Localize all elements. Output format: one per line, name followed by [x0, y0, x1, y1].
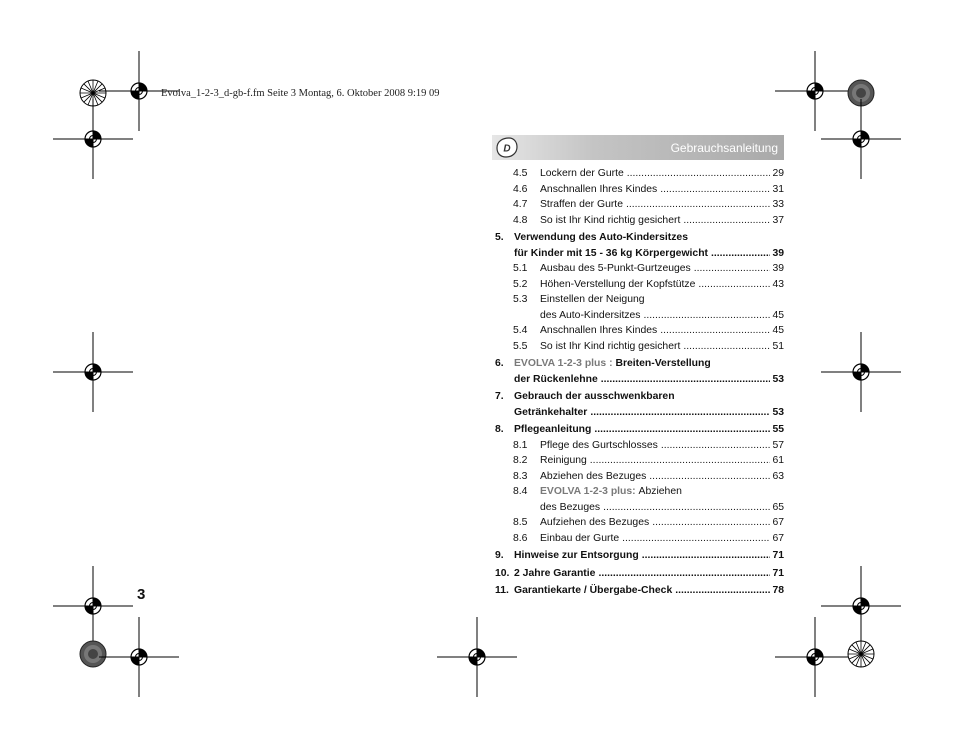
toc-entry	[495, 197, 784, 213]
toc-entry	[495, 531, 784, 547]
toc-title: des Auto-Kindersitzes	[540, 309, 641, 321]
toc-page: 45	[772, 309, 784, 321]
toc-number: 11.	[495, 585, 509, 596]
toc-leader	[641, 308, 771, 324]
toc-brand: EVOLVA 1-2-3 plus :	[514, 358, 613, 369]
toc-entry-continued	[495, 500, 784, 516]
toc-entry-continued	[495, 246, 784, 262]
toc-leader	[598, 372, 770, 388]
toc-entry	[495, 453, 784, 469]
toc-title: Hinweise zur Entsorgung	[514, 550, 639, 561]
toc-number: 8.6	[513, 532, 528, 544]
toc-page: 55	[772, 424, 784, 435]
toc-leader	[708, 246, 770, 262]
banner-title: Gebrauchsanleitung	[670, 141, 778, 155]
toc-entry-continued	[495, 405, 784, 421]
toc-number: 8.3	[513, 470, 528, 482]
toc-title: Einstellen der Neigung	[540, 294, 645, 305]
toc-leader	[657, 323, 770, 339]
toc-entry	[495, 277, 784, 293]
file-header: Evolva_1-2-3_d-gb-f.fm Seite 3 Montag, 6. Oktober 2008 9:19 09	[161, 88, 440, 99]
toc-leader	[646, 469, 770, 485]
toc-leader	[624, 166, 770, 182]
toc-leader	[587, 405, 770, 421]
toc-title: Aufziehen des Bezuges	[540, 517, 650, 528]
toc-leader	[619, 531, 770, 547]
toc-number: 9.	[495, 550, 504, 561]
toc-brand: EVOLVA 1-2-3 plus:	[540, 486, 636, 497]
toc-number: 8.5	[513, 517, 528, 528]
toc-page: 53	[772, 406, 784, 418]
table-of-contents	[495, 166, 784, 599]
toc-page: 29	[772, 168, 784, 179]
toc-number: 5.3	[513, 294, 528, 305]
toc-entry	[495, 484, 784, 500]
toc-entry	[495, 213, 784, 229]
toc-number: 8.4	[513, 486, 528, 497]
toc-entry	[495, 438, 784, 454]
toc-title: Anschnallen Ihres Kindes	[540, 183, 658, 195]
toc-title: So ist Ihr Kind richtig gesichert	[540, 340, 681, 352]
toc-title: Höhen-Verstellung der Kopfstütze	[540, 278, 696, 290]
toc-title: Pflege des Gurtschlosses	[540, 439, 658, 451]
toc-title: Getränkehalter	[514, 406, 588, 418]
toc-entry-continued	[495, 308, 784, 324]
toc-leader	[680, 213, 770, 229]
toc-entry	[495, 422, 784, 438]
toc-number: 4.5	[513, 168, 528, 179]
toc-number: 4.7	[513, 199, 528, 210]
toc-page: 39	[772, 263, 784, 274]
toc-number: 4.8	[513, 214, 528, 226]
toc-entry	[495, 292, 784, 308]
toc-leader	[591, 422, 770, 438]
toc-number: 8.2	[513, 455, 528, 466]
toc-page: 67	[772, 532, 784, 544]
toc-title: Anschnallen Ihres Kindes	[540, 325, 658, 336]
page-number: 3	[137, 586, 146, 603]
toc-entry	[495, 182, 784, 198]
toc-page: 57	[772, 439, 784, 451]
toc-leader	[595, 566, 770, 582]
toc-number: 8.1	[513, 439, 528, 451]
toc-title: Abziehen des Bezuges	[540, 470, 647, 482]
language-badge-icon	[495, 136, 519, 159]
toc-entry	[495, 356, 784, 372]
toc-title: für Kinder mit 15 - 36 kg Körpergewicht	[514, 247, 708, 259]
toc-leader	[587, 453, 770, 469]
toc-title: Lockern der Gurte	[540, 168, 624, 179]
toc-leader	[672, 583, 770, 599]
toc-title: Reinigung	[540, 455, 587, 466]
toc-page: 45	[772, 325, 784, 336]
toc-number: 10.	[495, 567, 510, 579]
toc-entry	[495, 583, 784, 599]
toc-page: 53	[772, 373, 784, 385]
toc-entry	[495, 548, 784, 564]
toc-leader	[623, 197, 770, 213]
toc-page: 61	[772, 455, 784, 466]
toc-number: 5.5	[513, 340, 528, 352]
toc-entry	[495, 339, 784, 355]
toc-page: 67	[772, 517, 784, 528]
toc-title: Verwendung des Auto-Kindersitzes	[514, 232, 688, 243]
toc-page: 39	[772, 247, 784, 259]
toc-title: Gebrauch der ausschwenkbaren	[514, 391, 675, 402]
toc-leader	[600, 500, 770, 516]
toc-entry	[495, 469, 784, 485]
toc-page: 31	[772, 183, 784, 195]
toc-number: 6.	[495, 358, 504, 369]
toc-page: 65	[772, 501, 784, 513]
toc-number: 5.	[495, 232, 504, 243]
toc-title: des Bezuges	[540, 501, 601, 513]
toc-number: 4.6	[513, 183, 528, 195]
toc-number: 8.	[495, 424, 504, 435]
toc-entry	[495, 515, 784, 531]
toc-title: der Rückenlehne	[514, 373, 598, 385]
toc-title: 2 Jahre Garantie	[514, 567, 596, 579]
toc-title: So ist Ihr Kind richtig gesichert	[540, 214, 681, 226]
toc-page: 71	[772, 567, 784, 579]
toc-leader	[695, 277, 770, 293]
toc-entry	[495, 261, 784, 277]
toc-title: Breiten-Verstellung	[615, 358, 711, 369]
toc-number: 5.1	[513, 263, 528, 274]
toc-page: 37	[772, 214, 784, 226]
toc-title: Einbau der Gurte	[540, 532, 620, 544]
toc-leader	[649, 515, 770, 531]
toc-number: 5.4	[513, 325, 528, 336]
toc-leader	[658, 438, 770, 454]
toc-title: Abziehen	[638, 486, 682, 497]
toc-entry	[495, 323, 784, 339]
toc-title: Garantiekarte / Übergabe-Check	[514, 585, 673, 596]
toc-leader	[680, 339, 770, 355]
toc-title: Pflegeanleitung	[514, 424, 592, 435]
toc-entry-continued	[495, 372, 784, 388]
toc-leader	[639, 548, 770, 564]
toc-leader	[691, 261, 770, 277]
toc-entry	[495, 230, 784, 246]
toc-entry	[495, 166, 784, 182]
toc-page: 43	[772, 278, 784, 290]
toc-leader	[657, 182, 770, 198]
toc-number: 7.	[495, 391, 504, 402]
toc-number: 5.2	[513, 278, 528, 290]
toc-title: Straffen der Gurte	[540, 199, 623, 210]
toc-page: 78	[772, 585, 784, 596]
toc-entry	[495, 389, 784, 405]
toc-page: 51	[772, 340, 784, 352]
toc-title: Ausbau des 5-Punkt-Gurtzeuges	[540, 263, 691, 274]
toc-entry	[495, 566, 784, 582]
toc-page: 33	[772, 199, 784, 210]
toc-page: 63	[772, 470, 784, 482]
language-badge-label: D	[503, 143, 511, 155]
toc-page: 71	[772, 550, 784, 561]
